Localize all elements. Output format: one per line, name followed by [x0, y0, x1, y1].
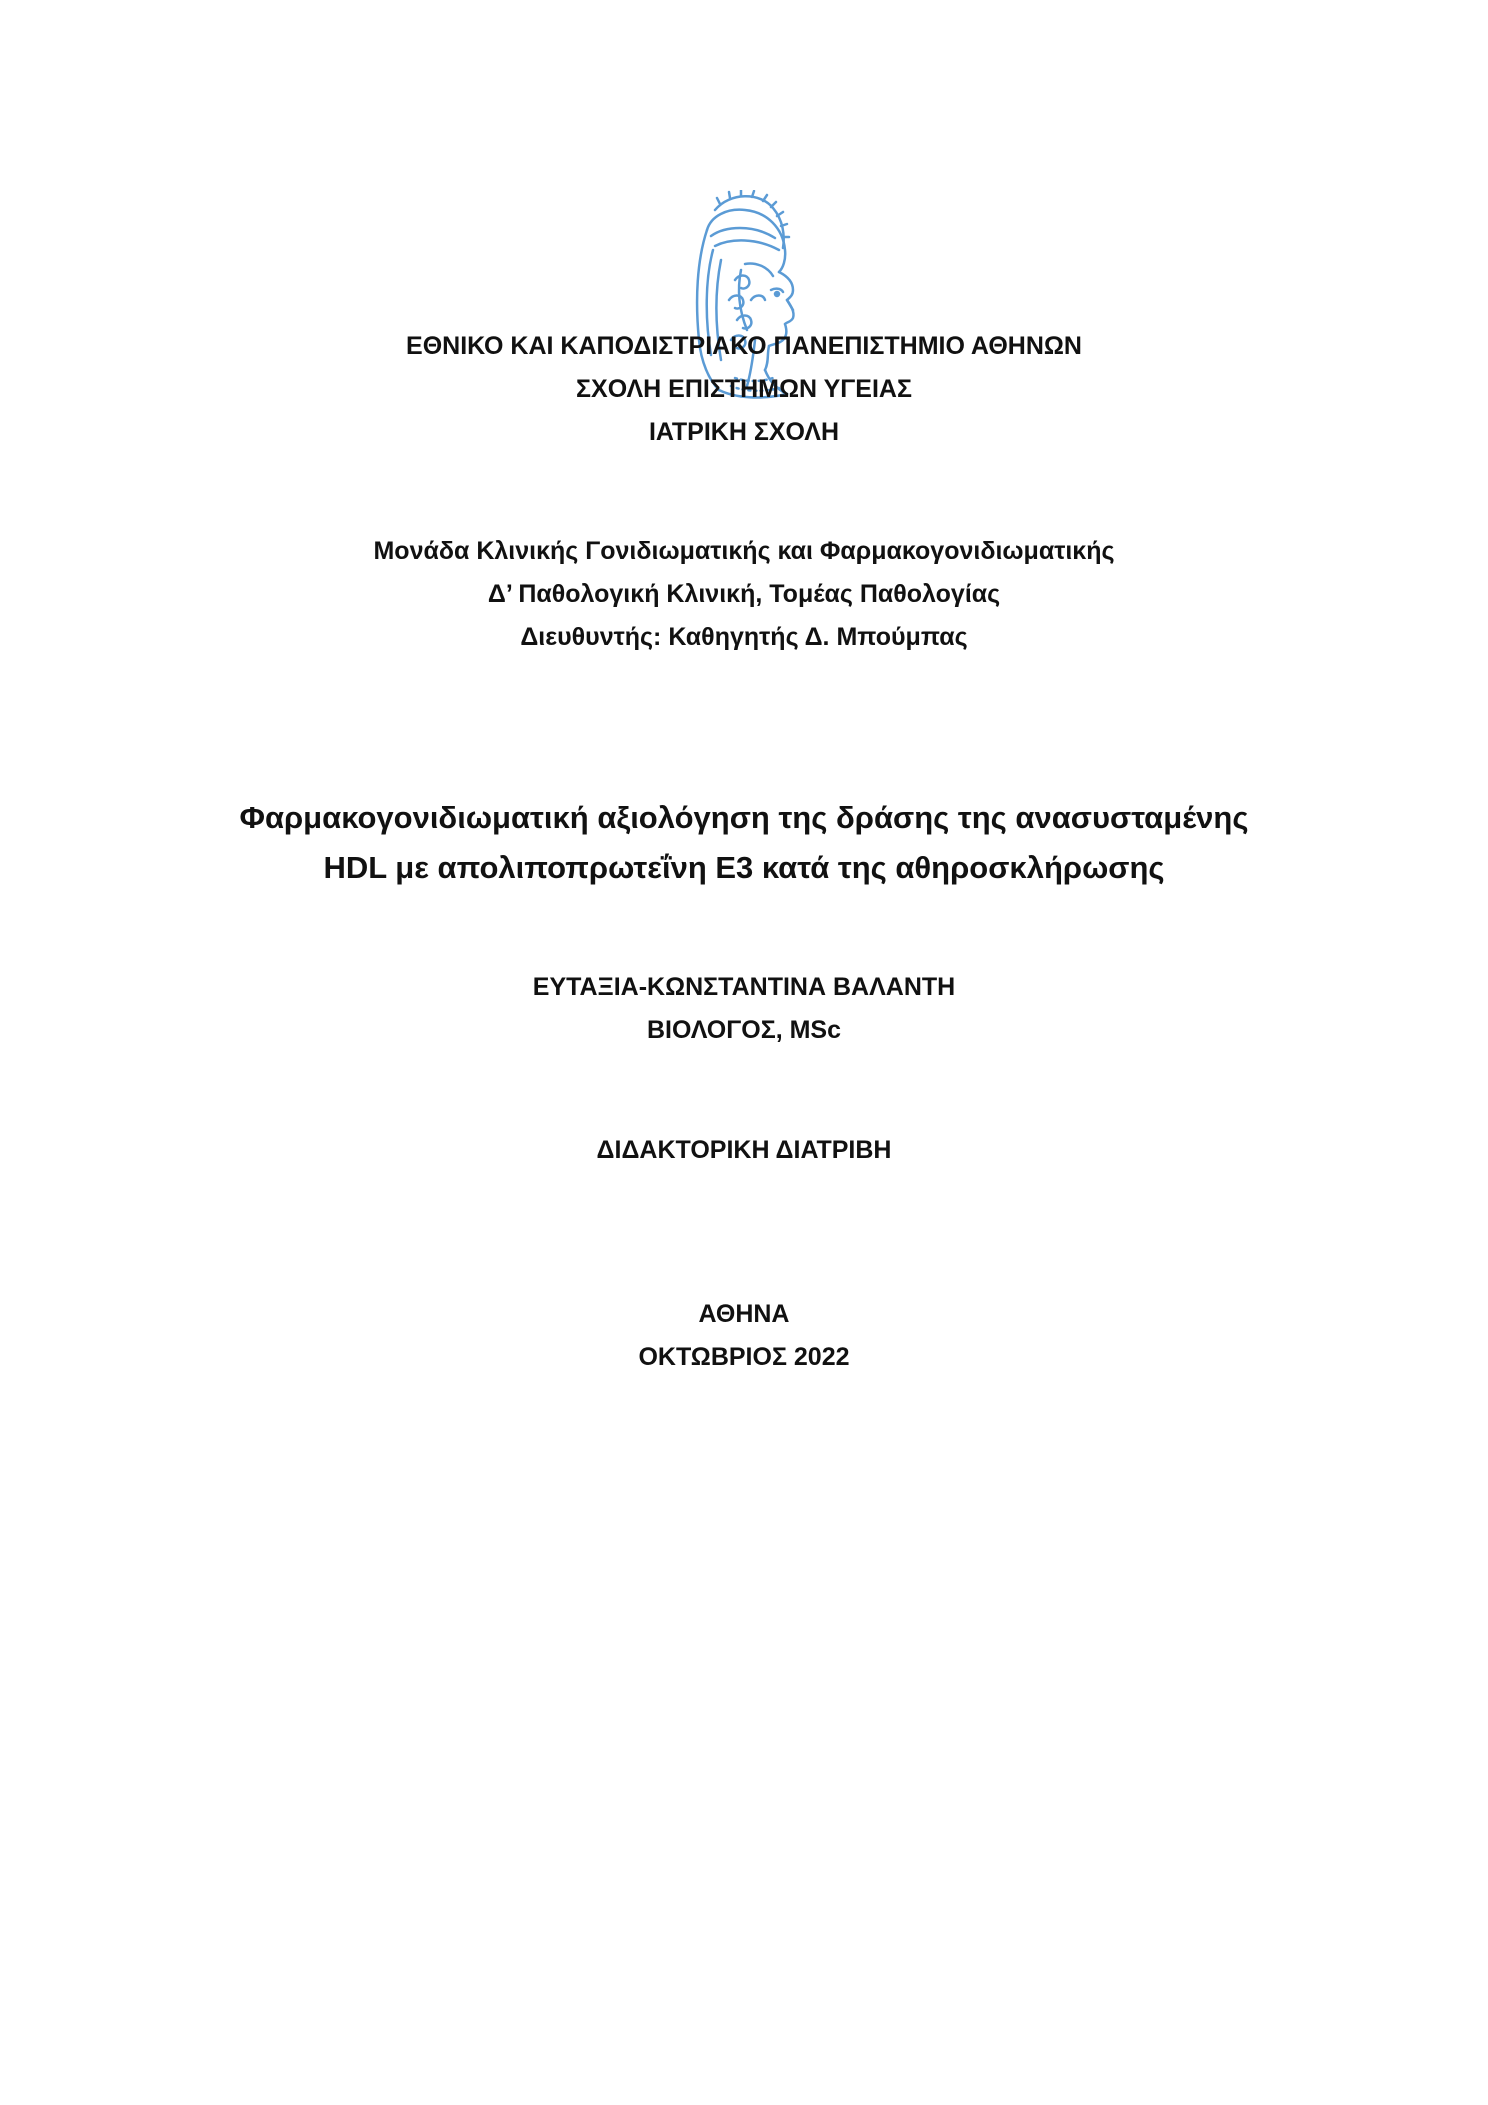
city: ΑΘΗΝΑ: [698, 1300, 790, 1328]
faculty-name: ΙΑΤΡΙΚΗ ΣΧΟΛΗ: [648, 418, 840, 446]
unit-name: Μονάδα Κλινικής Γονιδιωματικής και Φαρμακογονιδιωματικής: [373, 537, 1115, 565]
school-name: ΣΧΟΛΗ ΕΠΙΣΤΗΜΩΝ ΥΓΕΙΑΣ: [576, 375, 912, 403]
thesis-title-line-1: Φαρμακογονιδιωματική αξιολόγηση της δράσης της ανασυσταμένης: [239, 800, 1249, 835]
university-name: ΕΘΝΙΚΟ ΚΑΙ ΚΑΠΟΔΙΣΤΡΙΑΚΟ ΠΑΝΕΠΙΣΤΗΜΙΟ ΑΘΗΝΩΝ: [406, 332, 1082, 360]
author-name: ΕΥΤΑΞΙΑ-ΚΩΝΣΤΑΝΤΙΝΑ ΒΑΛΑΝΤΗ: [532, 973, 956, 1001]
athena-head-logo-icon: [675, 190, 815, 405]
document-type: ΔΙΔΑΚΤΟΡΙΚΗ ΔΙΑΤΡΙΒΗ: [596, 1136, 892, 1164]
clinic-name: Δ’ Παθολογική Κλινική, Τομέας Παθολογίας: [487, 580, 1001, 608]
author-degree: ΒΙΟΛΟΓΟΣ, MSc: [647, 1016, 841, 1044]
director-line: Διευθυντής: Καθηγητής Δ. Μπούμπας: [520, 623, 968, 651]
thesis-title-line-2: HDL με απολιποπρωτεΐνη Ε3 κατά της αθηροσκλήρωσης: [323, 850, 1165, 885]
date: ΟΚΤΩΒΡΙΟΣ 2022: [638, 1343, 850, 1371]
